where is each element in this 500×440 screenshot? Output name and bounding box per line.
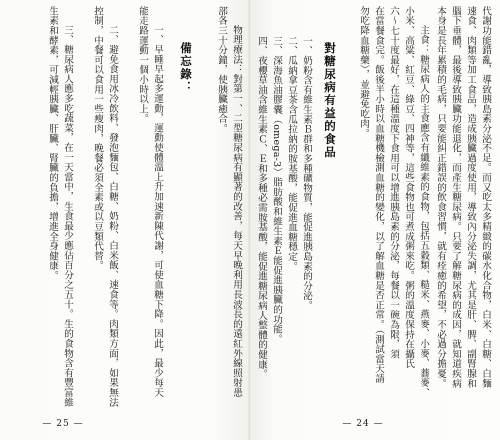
memo-line: 能走路運動一個小時以上。 [137,6,148,124]
staple-food-line: 主食：糖尿病人的主食應含有纖維素的食物，包括五穀類、糙米、燕麥、小麥、蕎麥、 [418,25,429,398]
memo-line: 一、早睡早起多運動，運動使體溫上升加速新陳代謝，可使血糖下降。因此，最少每天 [152,25,163,398]
physical-therapy-line: 物理療法：對第一、二型糖尿病有顯著的改善，每天早晚利用長波長的遠紅外線照射患 [231,25,242,398]
beneficial-food-item: 二、瓜納拿豆茶含瓜拉納的胺基酸，能促進血糖穩定。 [286,36,297,272]
memo-line: 生素和酵素，可減輕胰臟、肝臟、腎臟的負擔，增進全身健康。 [47,6,58,281]
memo-line: 控制，中餐可以食用一些瘦肉，晚餐必須全素或以豆類代替。 [92,6,103,271]
intro-line: 速食、肉類等加工食品，造成胰臟過度使用，導致內分泌失調，尤其是肝、脾、副腎腺和 [465,6,476,389]
page-number: — 24 — [342,419,384,429]
beneficial-food-item: 三、深海魚油膠囊（omega-3）脂肪酸和維生素Ｅ能促進胰臟的功能。 [271,36,282,344]
staple-food-line: 在當餐食完。飯後半小時以血糖機檢測血糖的變化，以了解血糖是否正常。（測試當天請 [373,6,384,384]
intro-line: 腦下垂體，最後導致胰臟功能退化，而產生糖尿病。只要了解糖尿病的成因，就知道疾病 [450,6,461,389]
intro-line: 代謝功能錯亂，導致胰島素分泌不足。而又吃太多精緻的碳水化合物，白米、白糖、白麵 [480,6,491,389]
beneficial-food-item: 四、夜櫻草油含維生素Ｃ、Ｅ和多種必需胺基酸，能促進糖尿病人整體的健康。 [256,36,267,379]
memo-line: 二、避免食用冰冷飲料、發泡麵包、白糖、奶粉、白米飯、速食等。肉類方面，如果無法 [107,25,118,408]
staple-food-line: 勿吃降血糖藥），並避免吃肉。 [358,6,369,139]
page-number: — 25 — [42,419,84,429]
staple-food-line: 六～七十度最好，在這種溫度下食用可以增進胰島素的分泌，每餐以一碗為限，須 [388,6,399,359]
memo-line: 三、糖尿病人應多吃蔬菜，在一天當中，生食最少應佔百分之五十。生的食物含有豐富維 [62,25,73,408]
beneficial-food-item: 一、奶粉含有維生素Ｂ群和多種礦物質，能促進胰島素的分泌。 [301,36,312,311]
physical-therapy-line: 部各三十分鐘，使胰臟癒合。 [216,6,227,134]
staple-food-line: 小米、高粱、紅豆、綠豆、四神等，這些食物也可煮成粥來吃。粥的溫度保持在攝氏 [403,6,414,369]
intro-line: 本身是長年累積的毛病，只要能糾正錯誤的飲食習慣，就有痊癒的希望，不必過分擔憂。 [435,6,446,389]
page-24 [250,0,500,440]
memo-heading: 備忘錄： [179,42,193,94]
beneficial-foods-heading: 對糖尿病有益的食品 [323,42,337,159]
